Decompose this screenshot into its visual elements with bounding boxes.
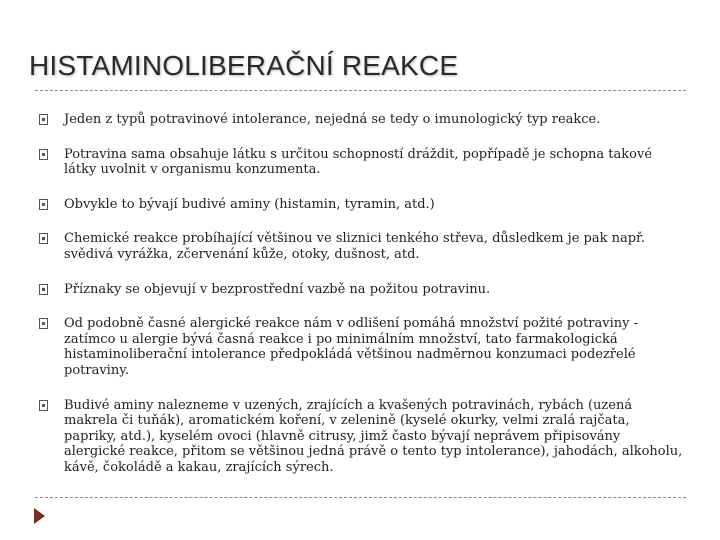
box-bullet-icon [39, 284, 48, 295]
box-bullet-icon [39, 199, 48, 210]
box-bullet-icon [39, 318, 48, 329]
box-bullet-icon [39, 400, 48, 411]
bullet-text: Jeden z typů potravinové intolerance, nejedná se tedy o imunologický typ reakce. [64, 112, 601, 127]
bullet-item [40, 316, 685, 378]
next-slide-arrow-icon[interactable] [34, 508, 45, 524]
bullet-list [40, 112, 685, 476]
box-bullet-icon [39, 233, 48, 244]
bullet-item [40, 147, 685, 178]
bullet-item [40, 398, 685, 476]
bullet-text: Potravina sama obsahuje látku s určitou schopností dráždit, popřípadě je schopna takové látky uvolnit v organismu konzumenta. [64, 146, 653, 178]
box-bullet-icon [39, 149, 48, 160]
bullet-text: Budivé aminy nalezneme v uzených, zrajících a kvašených potravinách, rybách (uzená makrela či tuňák), aromatickém koření, v zelenině (kyselé okurky, velmi zralá rajčata, papriky, atd.), kyselém ovoci (hlavně citrusy, jimž často bývají neprávem připisovány alergické reakce, přitom se většinou jedná právě o tento typ intolerance), jahodách, alkoholu, kávě, čokoládě a kakau, zrajících sýrech. [64, 397, 683, 475]
bullet-item [40, 282, 685, 298]
bullet-text: Od podobně časné alergické reakce nám v odlišení pomáhá množství požité potraviny - zatímco u alergie bývá časná reakce i po minimálním množství, tato farmakologická histaminoliberační intolerance předpokládá většinou nadměrnou konzumaci podezřelé potraviny. [64, 316, 638, 378]
bullet-item [40, 197, 685, 213]
slide-title: HISTAMINOLIBERAČNÍ REAKCE [29, 50, 459, 81]
bottom-divider [35, 497, 686, 498]
bullet-text: Chemické reakce probíhající většinou ve sliznici tenkého střeva, důsledkem je pak např. svědivá vyrážka, zčervenání kůže, otoky, dušnost, atd. [64, 231, 645, 262]
top-divider [35, 90, 686, 91]
bullet-item [40, 231, 685, 262]
bullet-item [40, 112, 685, 128]
bullet-text: Obvykle to bývají budivé aminy (histamin, tyramin, atd.) [64, 196, 435, 212]
bullet-text: Příznaky se objevují v bezprostřední vazbě na požitou potravinu. [64, 281, 491, 297]
box-bullet-icon [39, 114, 48, 125]
